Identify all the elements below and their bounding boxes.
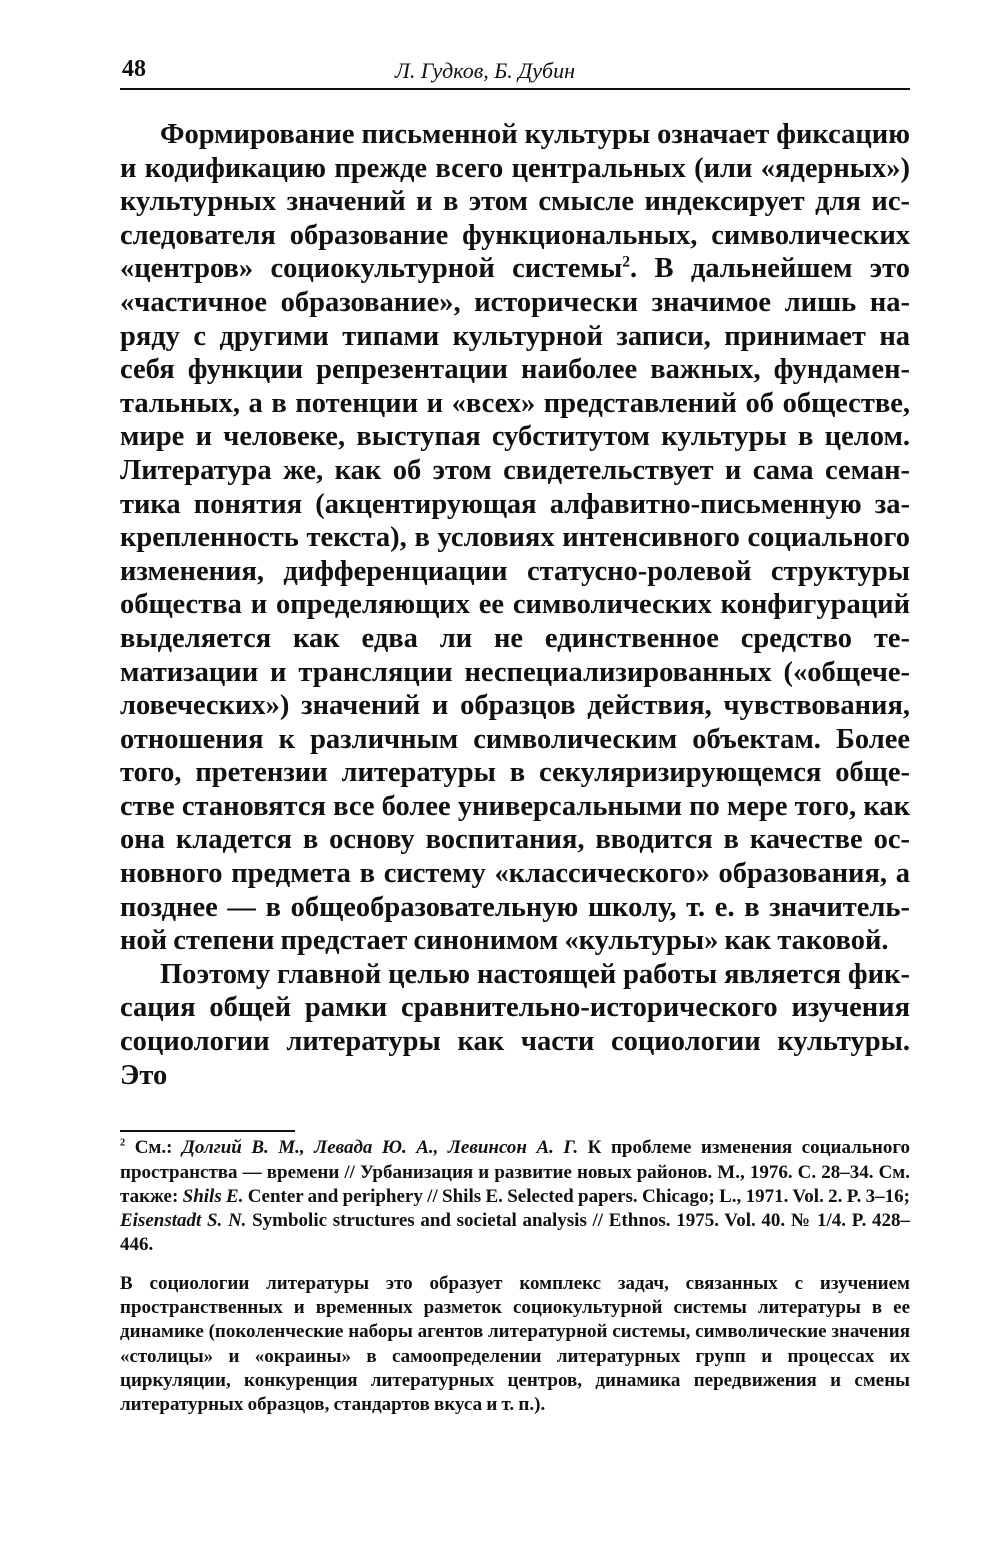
running-header	[120, 40, 910, 90]
book-page	[120, 40, 910, 1417]
footnote-text: Symbolic structures and societal analysis // Ethnos. 1975. Vol. 40. № 1/4. P. 428–446.	[120, 1210, 910, 1256]
paragraph-text: Формирование письменной культуры означает фиксацию и кодификацию прежде всего центральных (или «ядерных») культурных значений и в этом смысле индексирует для исследователя образование функциональных, символических «центров» социокультурной системы	[120, 119, 910, 285]
footnote-text: См.:	[125, 1137, 182, 1159]
footnote-author: Долгий В. М., Левада Ю. А., Левинсон А. Г.	[181, 1137, 579, 1159]
footnote-text: Center and periphery // Shils E. Selected papers. Chicago; L., 1971. Vol. 2. P. 3–16;	[243, 1185, 910, 1207]
main-text	[120, 118, 910, 1092]
footnote	[120, 1136, 910, 1257]
footnote-continuation: В социологии литературы это образует комплекс задач, связанных с изучением пространственных и временных разметок социокультурной системы литературы в ее динамике (поколенческие наборы агентов литературной системы, символические значения «столицы» и «окраины» в самоопределении литературных групп и процессах их циркуляции, конкуренция литературных центров, динамика передвижения и смены литературных образцов, стандартов вкуса и т. п.).	[120, 1272, 910, 1416]
footnote-text: К проблеме изменения социального пространства — времени // Урбанизация и развитие новых районов. М., 1976. С. 28–34. См. также:	[120, 1137, 910, 1207]
footnote-marker: 2	[120, 1137, 126, 1149]
footnotes	[120, 1136, 910, 1417]
paragraph: Поэтому главной целью настоящей работы является фиксация общей рамки сравнительно-исторического изучения социологии литературы как части социологии культуры. Это	[120, 958, 910, 1091]
footnote-author: Eisenstadt S. N.	[120, 1210, 247, 1232]
footnote-reference: 2	[622, 253, 631, 271]
footnote-author: Shils E.	[182, 1185, 244, 1207]
footnote-separator	[120, 1130, 295, 1132]
paragraph	[120, 118, 910, 958]
page-number: 48	[122, 56, 146, 82]
paragraph-text: . В дальнейшем это «частичное образование», исторически значимое лишь наряду с другими типами культурной записи, принимает на себя функции репрезентации наиболее важных, фундаментальных, а в потенции и «всех» представлений об обществе, мире и человеке, выступая субститутом культуры в целом. Литература же, как об этом свидетельствует и сама семантика понятия (акцентирующая алфавитно-письменную закрепленность текста), в условиях интенсивного социального изменения, дифференциации статусно-ролевой структуры общества и определяющих ее символических конфигураций выделяется как едва ли не единственное средство тематизации и трансляции неспециализированных («общечеловеческих») значений и образцов действия, чувствования, отношения к различным символическим объектам. Более того, претензии литературы в секуляризирующемся обществе становятся все более универсальными по мере того, как она кладется в основу воспитания, вводится в качестве основного предмета в систему «классического» образования, а позднее — в общеобразовательную школу, т. е. в значительной степени предстает синонимом «культуры» как таковой.	[120, 253, 910, 957]
running-title: Л. Гудков, Б. Дубин	[395, 58, 576, 83]
